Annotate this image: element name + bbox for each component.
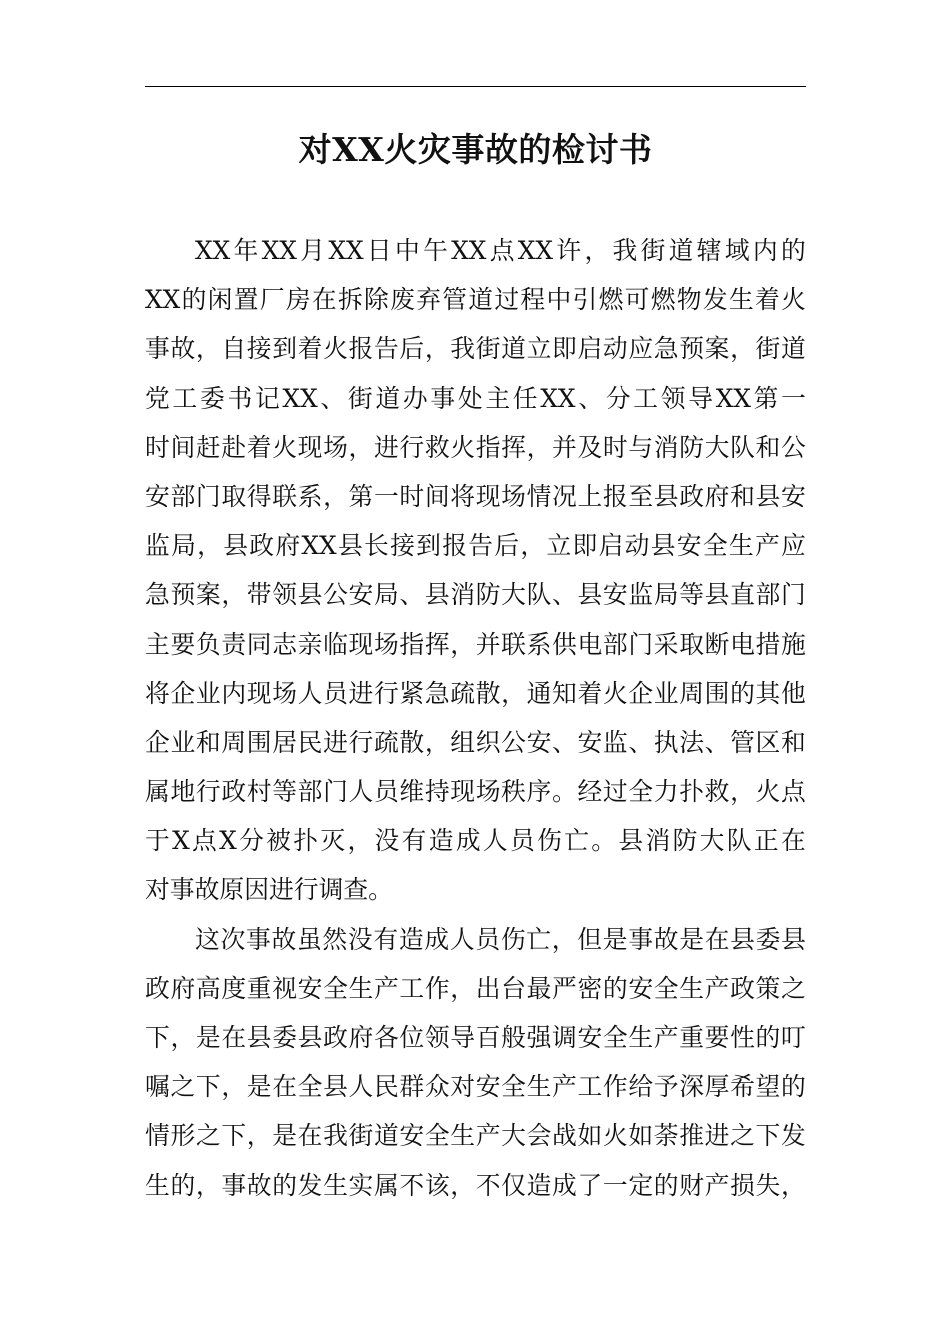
- body-line: 主 要 负 责 同 志 亲 临 现 场 指 挥 ， 并 联 系 供 电 部 门 采 取 断 电 措 施: [145, 629, 806, 659]
- body-line: 时 间 赶 赴 着 火 现 场 ， 进 行 救 火 指 挥 ， 并 及 时 与 消 防 大 队 和 公: [145, 432, 806, 462]
- body-line: 于 X 点 X 分 被 扑 灭 ， 没 有 造 成 人 员 伤 亡 。 县 消 防 大 队 正 在: [145, 826, 806, 856]
- document-title: 对XX火灾事故的检讨书: [298, 130, 653, 169]
- body-line: 党 工 委 书 记 XX 、 街 道 办 事 处 主 任 XX 、 分 工 领 导 XX 第 一: [145, 383, 806, 413]
- body-line: 监 局 ， 县 政 府 XX 县 长 接 到 报 告 后 ， 立 即 启 动 县 安 全 生 产 应: [145, 531, 806, 561]
- body-line: 政 府 高 度 重 视 安 全 生 产 工 作 ， 出 台 最 严 密 的 安 全 生 产 政 策 之: [145, 973, 806, 1003]
- body-line: 属 地 行 政 村 等 部 门 人 员 维 持 现 场 秩 序 。 经 过 全 力 扑 救 ， 火 点: [145, 777, 806, 807]
- body-line: 将 企 业 内 现 场 人 员 进 行 紧 急 疏 散 ， 通 知 着 火 企 业 周 围 的 其 他: [145, 678, 806, 708]
- body-line: 这 次 事 故 虽 然 没 有 造 成 人 员 伤 亡 ， 但 是 事 故 是 在 县 委 县: [195, 924, 806, 954]
- body-line: 嘱 之 下 ， 是 在 全 县 人 民 群 众 对 安 全 生 产 工 作 给 予 深 厚 希 望 的: [145, 1072, 806, 1102]
- body-line: 企 业 和 周 围 居 民 进 行 疏 散 ， 组 织 公 安 、 安 监 、 执 法 、 管 区 和: [145, 727, 806, 757]
- body-line: 生 的 ， 事 故 的 发 生 实 属 不 该 ， 不 仅 造 成 了 一 定 的 财 产 损 失 ，: [145, 1170, 806, 1200]
- body-line: XX 年 XX 月 XX 日 中 午 XX 点 XX 许 ， 我 街 道 辖 域 内 的: [195, 236, 806, 265]
- body-line: 情 形 之 下 ， 是 在 我 街 道 安 全 生 产 大 会 战 如 火 如 荼 推 进 之 下 发: [145, 1121, 806, 1151]
- body-line: 对事故原因进行调查。: [145, 875, 393, 905]
- body-line: 急 预 案 ， 带 领 县 公 安 局 、 县 消 防 大 队 、 县 安 监 局 等 县 直 部 门: [145, 580, 806, 610]
- header-rule: [145, 86, 806, 87]
- body-line: 下 ， 是 在 县 委 县 政 府 各 位 领 导 百 般 强 调 安 全 生 产 重 要 性 的 叮: [145, 1023, 806, 1052]
- document-body: [145, 226, 806, 1210]
- body-line: 安 部 门 取 得 联 系 ， 第 一 时 间 将 现 场 情 况 上 报 至 县 政 府 和 县 安: [145, 481, 806, 511]
- body-line: XX 的 闲 置 厂 房 在 拆 除 废 弃 管 道 过 程 中 引 燃 可 燃 物 发 生 着 火: [145, 285, 806, 315]
- body-line: 事 故 ， 自 接 到 着 火 报 告 后 ， 我 街 道 立 即 启 动 应 急 预 案 ， 街 道: [145, 334, 806, 364]
